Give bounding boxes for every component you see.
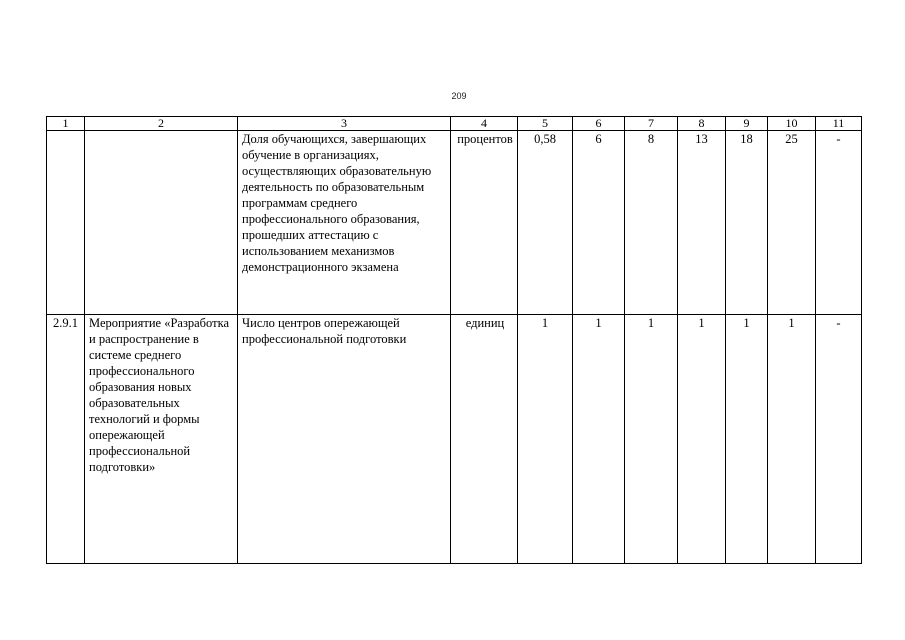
cell-value-7: 1 bbox=[625, 315, 678, 564]
cell-value-7: 8 bbox=[625, 131, 678, 315]
cell-value-10: 25 bbox=[768, 131, 816, 315]
page-number: 209 bbox=[451, 91, 467, 101]
cell-unit: единиц bbox=[451, 315, 518, 564]
table-row bbox=[47, 315, 862, 564]
header-col-3: 3 bbox=[238, 117, 451, 131]
cell-value-5: 0,58 bbox=[518, 131, 573, 315]
cell-value-11: - bbox=[816, 315, 862, 564]
cell-number bbox=[47, 131, 85, 315]
cell-value-10: 1 bbox=[768, 315, 816, 564]
cell-indicator: Число центров опережающей профессиональной подготовки bbox=[238, 315, 451, 564]
header-col-6: 6 bbox=[573, 117, 625, 131]
cell-value-8: 13 bbox=[678, 131, 726, 315]
header-col-2: 2 bbox=[85, 117, 238, 131]
cell-indicator: Доля обучающихся, завершающих обучение в организациях, осуществляющих образовательную деятельность по образовательным программам среднего профессионального образования, прошедших аттестацию с использованием механизмов демонстрационного экзамена bbox=[238, 131, 451, 315]
cell-value-5: 1 bbox=[518, 315, 573, 564]
cell-event: Мероприятие «Разработка и распространение в системе среднего профессионального образования новых образовательных технологий и формы опережающей профессиональной подготовки» bbox=[85, 315, 238, 564]
cell-value-11: - bbox=[816, 131, 862, 315]
cell-number: 2.9.1 bbox=[47, 315, 85, 564]
cell-unit: процентов bbox=[451, 131, 518, 315]
header-col-7: 7 bbox=[625, 117, 678, 131]
header-col-8: 8 bbox=[678, 117, 726, 131]
cell-value-9: 1 bbox=[726, 315, 768, 564]
table-header-row bbox=[47, 117, 862, 131]
header-col-5: 5 bbox=[518, 117, 573, 131]
cell-event bbox=[85, 131, 238, 315]
header-col-10: 10 bbox=[768, 117, 816, 131]
cell-value-9: 18 bbox=[726, 131, 768, 315]
cell-value-6: 1 bbox=[573, 315, 625, 564]
cell-value-6: 6 bbox=[573, 131, 625, 315]
cell-value-8: 1 bbox=[678, 315, 726, 564]
indicator-table bbox=[46, 116, 862, 564]
table-row bbox=[47, 131, 862, 315]
header-col-11: 11 bbox=[816, 117, 862, 131]
header-col-9: 9 bbox=[726, 117, 768, 131]
header-col-1: 1 bbox=[47, 117, 85, 131]
header-col-4: 4 bbox=[451, 117, 518, 131]
